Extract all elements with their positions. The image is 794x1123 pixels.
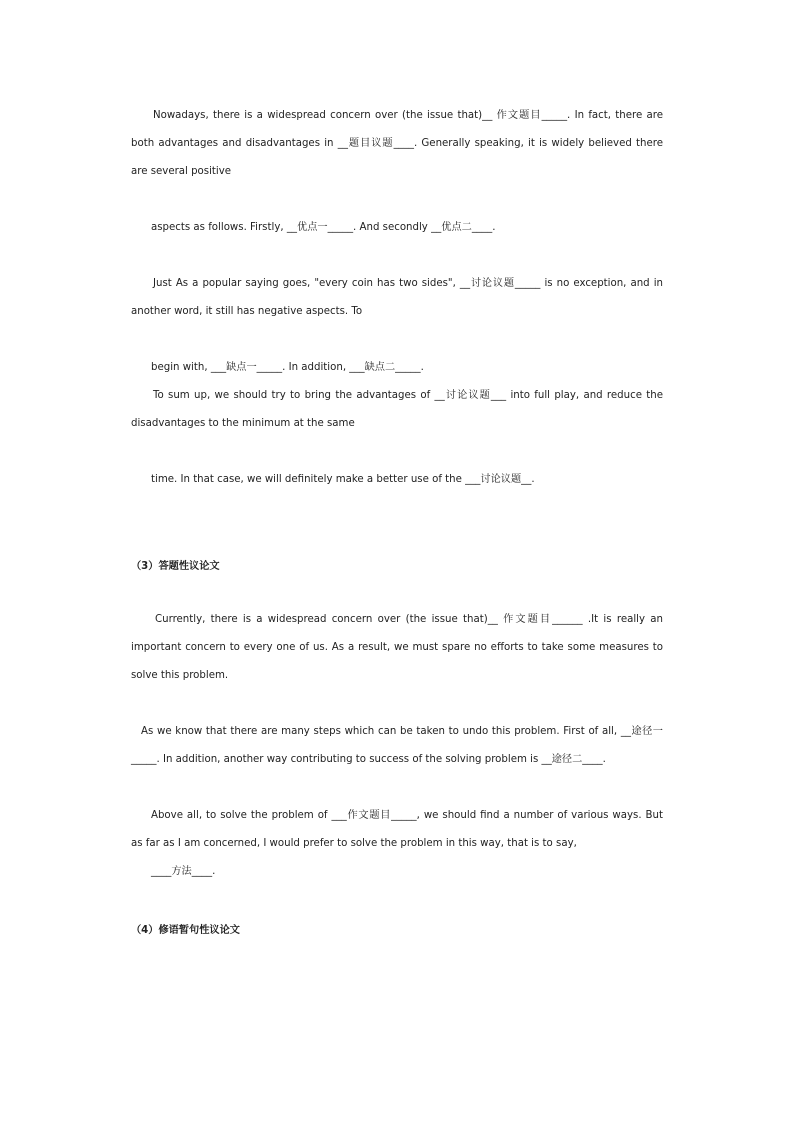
- paragraph-1-line-1: Nowadays, there is a widespread concern over (the issue that)__ 作文题目_____. In fact, there are: [153, 110, 663, 121]
- paragraph-3-line-1: To sum up, we should try to bring the advantages of __讨论议题___ into full play, and reduce the: [153, 390, 663, 401]
- paragraph-1-line-3: are several positive: [131, 166, 232, 177]
- paragraph-6-line-3: ____方法____.: [151, 866, 216, 877]
- paragraph-1-line-4: aspects as follows. Firstly, __优点一_____. And secondly __优点二____.: [151, 222, 496, 233]
- paragraph-3-line-3: time. In that case, we will definitely make a better use of the ___讨论议题__.: [151, 474, 535, 485]
- paragraph-5-line-2: _____. In addition, another way contributing to success of the solving problem is __途径二____.: [131, 754, 606, 765]
- paragraph-4-line-2: important concern to every one of us. As a result, we must spare no efforts to take some measures to: [131, 642, 663, 653]
- paragraph-2-line-2: another word, it still has negative aspects. To: [131, 306, 363, 317]
- paragraph-1-line-2: both advantages and disadvantages in __题目议题____. Generally speaking, it is widely believed there: [131, 138, 663, 149]
- paragraph-4-line-3: solve this problem.: [131, 670, 229, 681]
- paragraph-2-line-3: begin with, ___缺点一_____. In addition, ___缺点二_____.: [151, 362, 424, 373]
- paragraph-6-line-1: Above all, to solve the problem of ___作文题目_____, we should find a number of various ways. But: [151, 810, 663, 821]
- section-heading-4: （4）修语暂句性议论文: [131, 925, 240, 936]
- paragraph-4-line-1: Currently, there is a widespread concern over (the issue that)__ 作文题目______ .It is really an: [155, 614, 663, 625]
- paragraph-3-line-2: disadvantages to the minimum at the same: [131, 418, 355, 429]
- paragraph-6-line-2: as far as I am concerned, I would prefer to solve the problem in this way, that is to say,: [131, 838, 577, 849]
- paragraph-5-line-1: As we know that there are many steps which can be taken to undo this problem. First of all, __途径一: [141, 726, 663, 737]
- section-heading-3: （3）答题性议论文: [131, 561, 220, 572]
- paragraph-2-line-1: Just As a popular saying goes, "every coin has two sides", __讨论议题_____ is no exception, and in: [153, 278, 663, 289]
